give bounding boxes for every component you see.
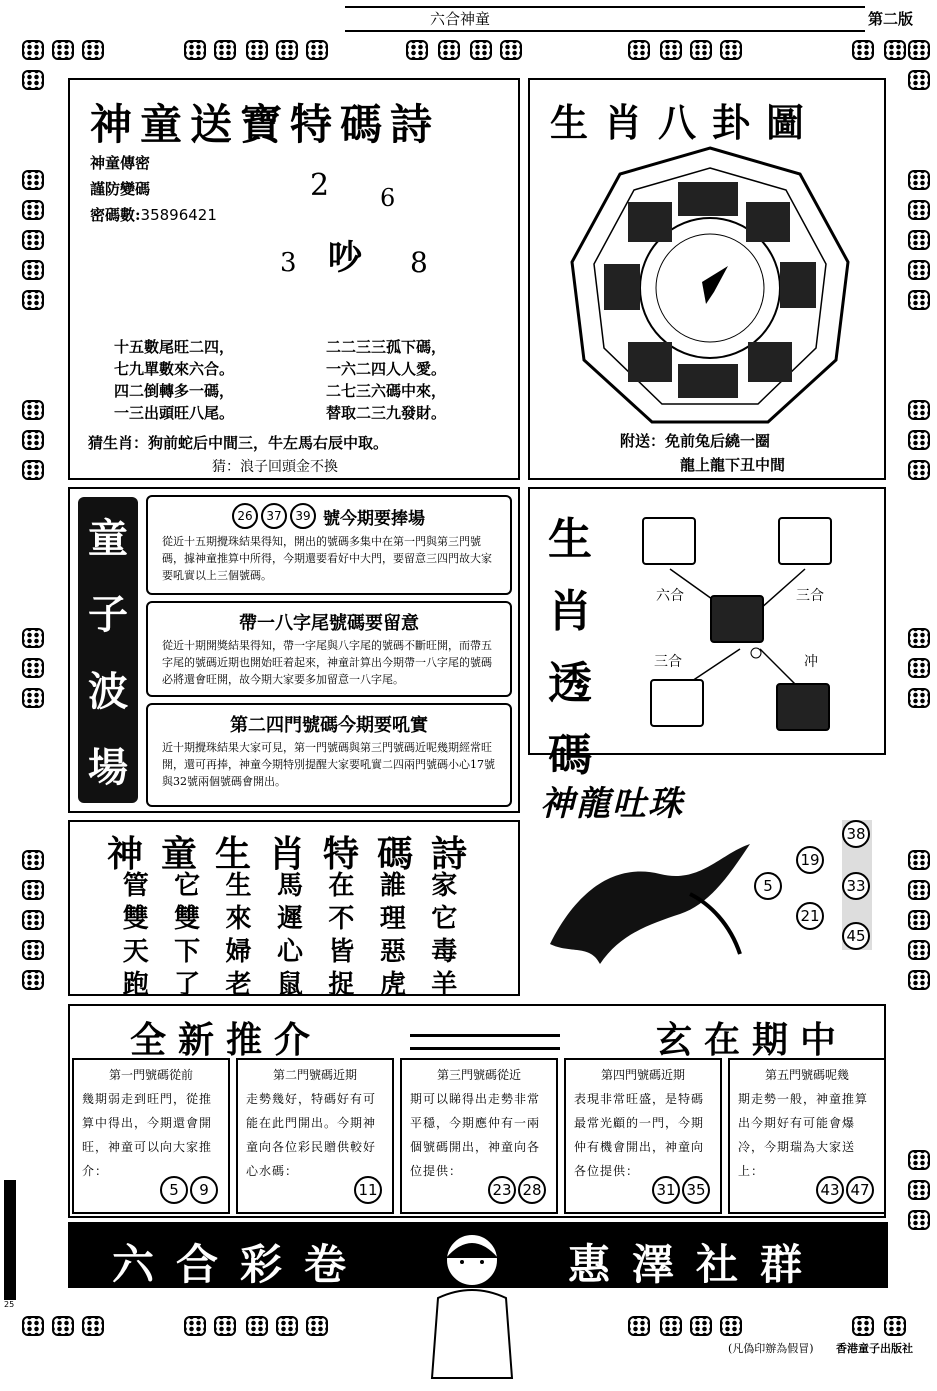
tongzi-char: 童 bbox=[88, 515, 128, 562]
dot-badge-icon bbox=[470, 40, 492, 60]
dot-badge-icon bbox=[908, 400, 930, 420]
dot-badge-icon bbox=[22, 850, 44, 870]
col-body: 走勢幾好，特碼好有可能在此門開出。今期神童向各位彩民贈供較好心水碼： bbox=[246, 1092, 377, 1178]
label-sanhe: 三合 bbox=[654, 654, 682, 670]
scatter-num: 6 bbox=[380, 184, 396, 212]
scatter-num: 3 bbox=[280, 248, 297, 278]
zodiac-poem-box bbox=[68, 820, 520, 1000]
zodiac-panel bbox=[748, 342, 792, 382]
poem-char: 跑 bbox=[122, 970, 149, 1000]
dot-badge-icon bbox=[52, 40, 74, 60]
transmit-char: 透 bbox=[548, 658, 592, 709]
poem-char: 它 bbox=[174, 871, 201, 901]
page-number: 第二版 bbox=[868, 10, 914, 28]
col-title: 第一門號碼從前 bbox=[108, 1068, 193, 1082]
treasure-poem-box bbox=[68, 78, 520, 480]
footer-publisher: 香港童子出版社 bbox=[836, 1342, 913, 1355]
num-ball: 35 bbox=[682, 1176, 710, 1204]
dot-badge-icon bbox=[276, 1316, 298, 1336]
zodiac-poem-grid bbox=[110, 870, 470, 1002]
scatter-num: 8 bbox=[410, 246, 428, 279]
tongzi-char: 子 bbox=[88, 592, 128, 639]
col-nums bbox=[652, 1176, 710, 1204]
verse: 七九單數來六合。 bbox=[114, 360, 235, 378]
poem-char: 理 bbox=[379, 904, 406, 934]
dot-badge-icon bbox=[908, 940, 930, 960]
poem-char: 羊 bbox=[431, 970, 458, 1000]
zodiac-panel bbox=[678, 364, 738, 398]
col-body: 表現非常旺盛，是特碼最常光顧的一門，今期仲有機會開出，神童向各位提供： bbox=[574, 1092, 705, 1178]
note-label: 附送： bbox=[620, 432, 666, 450]
dot-badge-icon bbox=[22, 880, 44, 900]
col-nums bbox=[160, 1176, 218, 1204]
banner-right: 惠澤社群 bbox=[568, 1240, 825, 1289]
tongzi-title-bar bbox=[78, 497, 138, 803]
code-label: 密碼數: bbox=[90, 206, 141, 224]
dot-badge-icon bbox=[184, 40, 206, 60]
col-title: 第二門號碼近期 bbox=[272, 1068, 357, 1082]
col-body: 期走勢一般，神童推算出今期好有可能會爆冷，今期瑞為大家送上： bbox=[738, 1092, 869, 1178]
scatter-char: 吵 bbox=[328, 238, 362, 278]
zodiac-rooster-icon bbox=[650, 679, 704, 727]
recommend-col-1 bbox=[72, 1058, 230, 1214]
zodiac-rat-icon bbox=[776, 683, 830, 731]
dot-badge-icon bbox=[214, 1316, 236, 1336]
verses-right bbox=[326, 336, 446, 424]
dot-badge-icon bbox=[22, 658, 44, 678]
col-title: 第四門號碼近期 bbox=[600, 1068, 685, 1082]
dot-badge-icon bbox=[406, 40, 428, 60]
dot-badge-icon bbox=[276, 40, 298, 60]
card2-title: 帶一八字尾號碼要留意 bbox=[239, 613, 419, 634]
dot-badge-icon bbox=[908, 910, 930, 930]
intro-line: 謹防變碼 bbox=[90, 180, 151, 198]
poem-grid-cells bbox=[110, 870, 470, 1002]
label-sanhe: 三合 bbox=[796, 588, 824, 604]
dot-badge-icon bbox=[884, 40, 906, 60]
card3-title: 第二四門號碼今期要吼實 bbox=[230, 715, 428, 736]
dot-badge-icon bbox=[628, 1316, 650, 1336]
recommend-col-3 bbox=[400, 1058, 558, 1214]
dot-badge-icon bbox=[22, 460, 44, 480]
dot-badge-icon bbox=[908, 260, 930, 280]
recommend-right: 玄在期中 bbox=[656, 1020, 849, 1061]
tongzi-card-3 bbox=[146, 703, 512, 807]
num-ball: 45 bbox=[842, 922, 870, 950]
label-chong: 冲 bbox=[804, 654, 818, 670]
dot-badge-icon bbox=[908, 40, 930, 60]
bagua-note-2: 龍上龍下丑中間 bbox=[680, 456, 786, 474]
dot-badge-icon bbox=[22, 940, 44, 960]
dot-badge-icon bbox=[720, 40, 742, 60]
zodiac-poem-title: 神童生肖特碼詩 bbox=[106, 834, 485, 875]
dot-badge-icon bbox=[852, 1316, 874, 1336]
dot-badge-icon bbox=[22, 910, 44, 930]
poem-char: 它 bbox=[431, 904, 458, 934]
zodiac-panel bbox=[628, 202, 672, 242]
bagua-note-1 bbox=[620, 430, 770, 451]
poem-char: 不 bbox=[328, 904, 355, 934]
dot-badge-icon bbox=[628, 40, 650, 60]
dot-badge-icon bbox=[22, 40, 44, 60]
dot-badge-icon bbox=[438, 40, 460, 60]
col-body: 幾期弱走到旺門，從推算中得出，今期還會開旺，神童可以向大家推介： bbox=[82, 1092, 213, 1178]
dot-badge-icon bbox=[908, 200, 930, 220]
num-ball: 28 bbox=[518, 1176, 546, 1204]
col-nums bbox=[816, 1176, 874, 1204]
tongzi-char: 波 bbox=[88, 668, 128, 715]
recommend-col-4 bbox=[564, 1058, 722, 1214]
tongzi-char: 場 bbox=[88, 745, 128, 792]
code-value: 35896421 bbox=[140, 206, 217, 224]
num-ball: 47 bbox=[846, 1176, 874, 1204]
verse: 十五數尾旺二四， bbox=[114, 338, 235, 356]
poem-char: 馬 bbox=[276, 871, 303, 901]
zodiac-panel bbox=[628, 342, 672, 382]
tongzi-card-1 bbox=[146, 495, 512, 595]
poem-char: 生 bbox=[225, 871, 252, 901]
dot-badge-icon bbox=[690, 1316, 712, 1336]
zodiac-panel bbox=[746, 202, 790, 242]
zodiac-ox-icon bbox=[778, 517, 832, 565]
dot-badge-icon bbox=[246, 1316, 268, 1336]
dot-badge-icon bbox=[184, 1316, 206, 1336]
card1-body: 從近十五期攪珠結果得知，開出的號碼多集中在第一門與第三門號碼，據神童推算中所得，今期還要看好中大門，要留意三四門故大家要吼實以上三個號碼。 bbox=[162, 535, 492, 582]
verse: 一六二四人人愛。 bbox=[326, 360, 447, 378]
num-ball: 31 bbox=[652, 1176, 680, 1204]
note-text: 免前兔后繞一圈 bbox=[665, 432, 771, 450]
header-rule bbox=[345, 6, 865, 8]
recommend-decor bbox=[410, 1034, 560, 1050]
dot-badge-icon bbox=[908, 658, 930, 678]
num-ball: 19 bbox=[796, 846, 824, 874]
zodiac-panel bbox=[780, 262, 816, 308]
poem-char: 管 bbox=[122, 871, 149, 901]
recommend-col-2 bbox=[236, 1058, 394, 1214]
dot-badge-icon bbox=[720, 1316, 742, 1336]
verse: 二七三六碼中來， bbox=[326, 382, 447, 400]
poem-char: 誰 bbox=[379, 871, 406, 901]
dot-badge-icon bbox=[908, 460, 930, 480]
transmit-box bbox=[528, 487, 886, 781]
poem-char: 下 bbox=[174, 937, 201, 967]
dot-badge-icon bbox=[22, 688, 44, 708]
num-ball: 5 bbox=[754, 872, 782, 900]
card1-title: 號今期要捧場 bbox=[323, 508, 425, 529]
num-ball: 23 bbox=[488, 1176, 516, 1204]
dot-badge-icon bbox=[908, 170, 930, 190]
poem-char: 遲 bbox=[276, 904, 303, 934]
num-ball: 37 bbox=[261, 503, 287, 529]
poem-char: 了 bbox=[174, 970, 201, 1000]
verse: 二二三三孤下碼， bbox=[326, 338, 447, 356]
num-ball: 33 bbox=[842, 872, 870, 900]
card2-body: 從近十期開獎結果得知，帶一字尾與八字尾的號碼不斷旺開，而帶五字尾的號碼近期也開始旺着起來，神童計算出今期帶一八字尾的號碼必將還會旺開，故今期大家要多加留意一八字尾。 bbox=[162, 639, 492, 686]
dot-badge-icon bbox=[52, 1316, 74, 1336]
dot-badge-icon bbox=[22, 1316, 44, 1336]
dot-badge-icon bbox=[22, 430, 44, 450]
header-rule-bottom bbox=[345, 30, 865, 32]
dot-badge-icon bbox=[22, 170, 44, 190]
num-ball: 11 bbox=[354, 1176, 382, 1204]
poem-char: 毒 bbox=[431, 937, 458, 967]
dot-badge-icon bbox=[908, 1180, 930, 1200]
dot-badge-icon bbox=[22, 200, 44, 220]
verse: 一三出頭旺八尾。 bbox=[114, 404, 235, 422]
num-ball: 43 bbox=[816, 1176, 844, 1204]
dot-badge-icon bbox=[884, 1316, 906, 1336]
footer-notice: (凡偽印辦為假冒) bbox=[728, 1342, 814, 1355]
poem-char: 在 bbox=[328, 871, 355, 901]
bagua-title-text: 生肖八卦圖 bbox=[550, 101, 821, 145]
transmit-char: 肖 bbox=[548, 586, 592, 637]
card3-body: 近十期攪珠結果大家可見，第一門號碼與第三門號碼近呢幾期經常旺開，還可再捧，神童今期特別提醒大家要吼實二四兩門號碼小心17號與32號兩個號碼會開出。 bbox=[162, 741, 495, 788]
verses-left bbox=[114, 336, 234, 424]
dot-badge-icon bbox=[22, 628, 44, 648]
dot-badge-icon bbox=[908, 430, 930, 450]
poem-char: 虎 bbox=[379, 970, 406, 1000]
recommend-left: 全新推介 bbox=[130, 1020, 323, 1061]
dot-badge-icon bbox=[908, 1210, 930, 1230]
dot-badge-icon bbox=[852, 40, 874, 60]
zodiac-panel bbox=[604, 264, 640, 310]
dot-badge-icon bbox=[660, 1316, 682, 1336]
dot-badge-icon bbox=[908, 970, 930, 990]
dot-badge-icon bbox=[908, 850, 930, 870]
treasure-poem-title: 神童送寶特碼詩 bbox=[90, 100, 441, 149]
zodiac-goat-icon bbox=[642, 517, 696, 565]
poem-char: 婦 bbox=[225, 937, 252, 967]
zodiac-panel bbox=[678, 182, 738, 216]
poem-char: 家 bbox=[431, 871, 458, 901]
col-title: 第五門號碼呢幾 bbox=[764, 1068, 849, 1082]
tongzi-box bbox=[68, 487, 520, 813]
card1-heading bbox=[232, 503, 425, 529]
poem-char: 雙 bbox=[122, 904, 149, 934]
poem-char: 捉 bbox=[328, 970, 355, 1000]
bagua-wheel bbox=[568, 142, 852, 432]
dot-badge-icon bbox=[908, 688, 930, 708]
num-ball: 39 bbox=[290, 503, 316, 529]
scatter-num: 2 bbox=[310, 168, 330, 203]
dot-badge-icon bbox=[214, 40, 236, 60]
num-ball: 26 bbox=[232, 503, 258, 529]
dot-badge-icon bbox=[82, 40, 104, 60]
dot-badge-icon bbox=[22, 260, 44, 280]
poem-char: 老 bbox=[225, 970, 252, 1000]
header-title: 六合神童 bbox=[430, 10, 491, 28]
poem-char: 雙 bbox=[174, 904, 201, 934]
transmit-char: 生 bbox=[548, 514, 592, 565]
dot-badge-icon bbox=[908, 628, 930, 648]
poem-char: 天 bbox=[122, 937, 149, 967]
poem-char: 來 bbox=[225, 904, 252, 934]
dot-badge-icon bbox=[22, 400, 44, 420]
ruler-mark: 25 bbox=[4, 1300, 15, 1309]
guess-answer: 猜：浪子回頭金不換 bbox=[212, 459, 338, 475]
dot-badge-icon bbox=[908, 290, 930, 310]
dragon-icon bbox=[540, 824, 770, 974]
poem-char: 惡 bbox=[379, 937, 406, 967]
dot-badge-icon bbox=[22, 290, 44, 310]
dot-badge-icon bbox=[82, 1316, 104, 1336]
dot-badge-icon bbox=[306, 1316, 328, 1336]
child-mascot-icon bbox=[416, 1228, 526, 1388]
shenlong-title: 神龍吐珠 bbox=[540, 784, 684, 824]
tongzi-card-2 bbox=[146, 601, 512, 697]
dot-badge-icon bbox=[306, 40, 328, 60]
label-liuhe: 六合 bbox=[656, 588, 684, 604]
col-nums bbox=[354, 1176, 382, 1204]
dot-badge-icon bbox=[908, 1150, 930, 1170]
dot-badge-icon bbox=[690, 40, 712, 60]
col-body: 期可以睇得出走勢非常平穩，今期應仲有一兩個號碼開出，神童向各位提供： bbox=[410, 1092, 541, 1178]
dot-badge-icon bbox=[22, 70, 44, 90]
verse: 四二倒轉多一碼， bbox=[114, 382, 235, 400]
bagua-box bbox=[528, 78, 886, 480]
num-ball: 9 bbox=[190, 1176, 218, 1204]
verse: 替取二三九發財。 bbox=[326, 404, 447, 422]
bagua-title bbox=[550, 92, 820, 147]
num-ball: 38 bbox=[842, 820, 870, 848]
zodiac-horse-icon bbox=[710, 595, 764, 643]
dot-badge-icon bbox=[908, 70, 930, 90]
poem-intro bbox=[90, 150, 217, 228]
dot-badge-icon bbox=[22, 230, 44, 250]
num-ball: 21 bbox=[796, 902, 824, 930]
dot-badge-icon bbox=[246, 40, 268, 60]
poem-char: 皆 bbox=[328, 937, 355, 967]
banner-left: 六合彩卷 bbox=[112, 1240, 369, 1289]
dot-badge-icon bbox=[660, 40, 682, 60]
poem-char: 鼠 bbox=[276, 970, 303, 1000]
intro-line: 神童傳密 bbox=[90, 154, 151, 172]
poem-char: 心 bbox=[276, 937, 303, 967]
transmit-title bbox=[540, 503, 600, 783]
dot-badge-icon bbox=[908, 880, 930, 900]
recommend-col-5 bbox=[728, 1058, 886, 1214]
col-title: 第三門號碼從近 bbox=[436, 1068, 521, 1082]
transmit-char: 碼 bbox=[548, 730, 592, 781]
dot-badge-icon bbox=[22, 970, 44, 990]
dot-badge-icon bbox=[500, 40, 522, 60]
num-ball: 5 bbox=[160, 1176, 188, 1204]
dot-badge-icon bbox=[908, 230, 930, 250]
col-nums bbox=[488, 1176, 546, 1204]
side-ruler bbox=[4, 1180, 16, 1300]
guess-zodiac: 猜生肖：狗前蛇后中間三，牛左馬右辰中取。 bbox=[88, 434, 389, 452]
